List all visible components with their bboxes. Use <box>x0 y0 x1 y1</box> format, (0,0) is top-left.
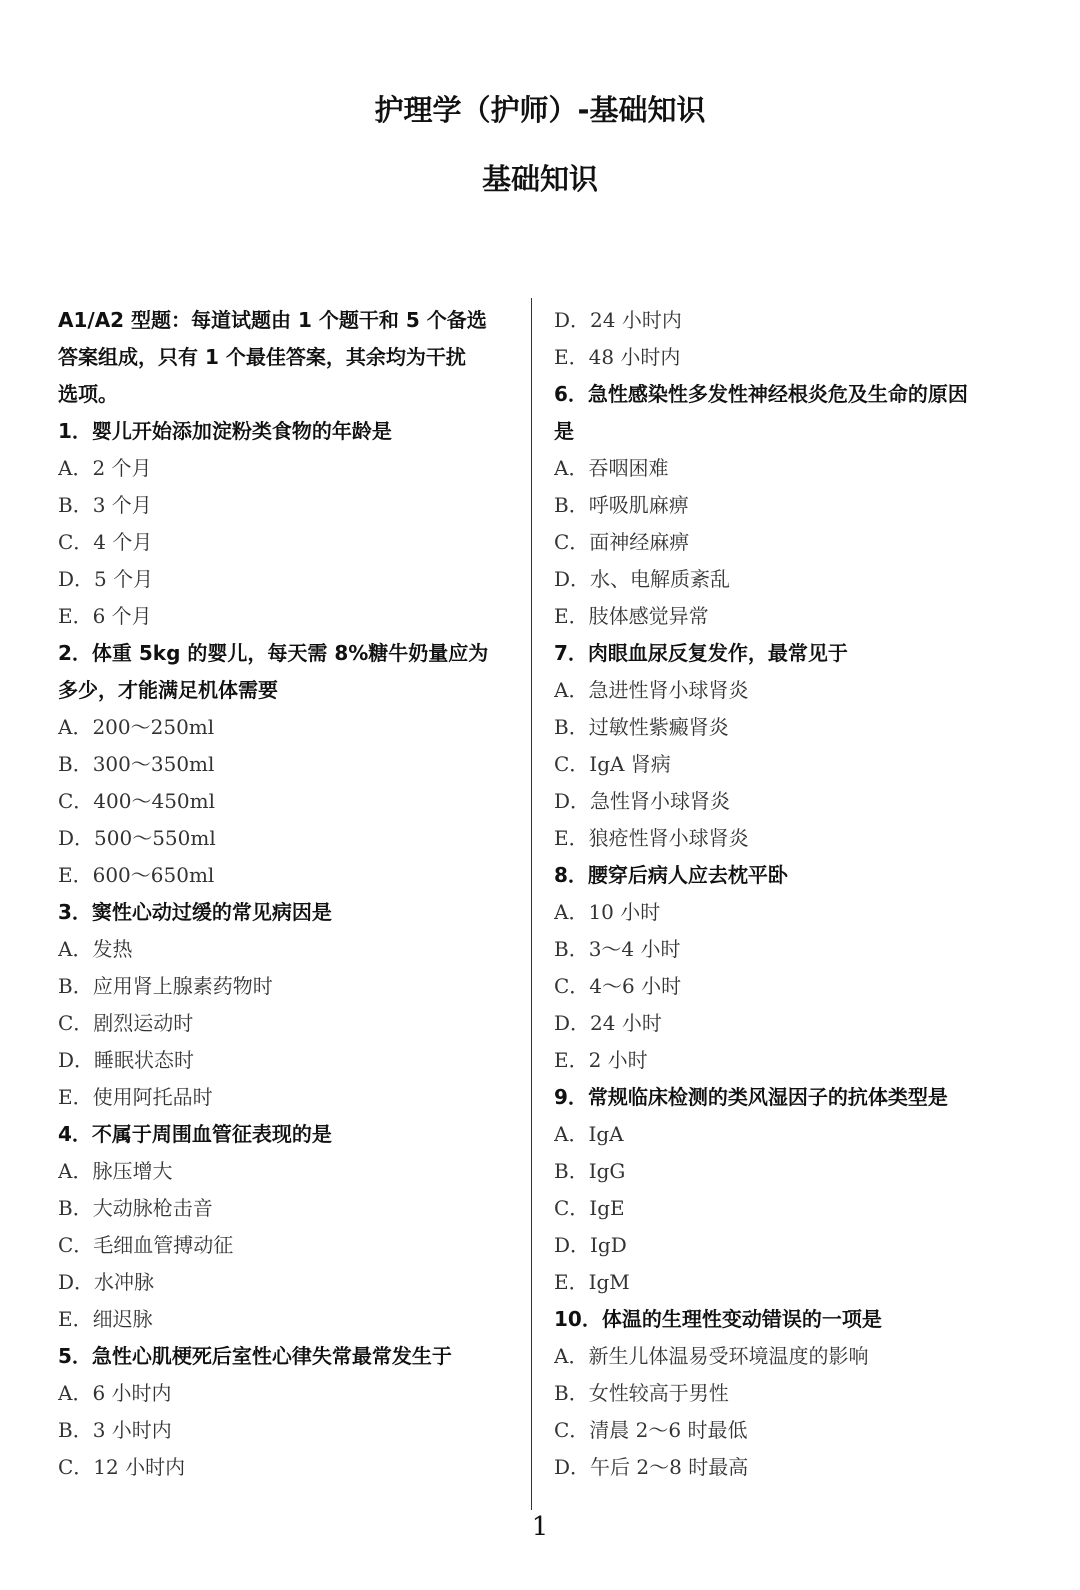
answer-option: B．应用肾上腺素药物时 <box>58 974 273 998</box>
answer-option: B．3 小时内 <box>58 1418 172 1442</box>
answer-option: A．6 小时内 <box>58 1381 172 1405</box>
right-column <box>554 302 1006 1486</box>
answer-option: A．发热 <box>58 937 133 961</box>
answer-option: B．过敏性紫癜肾炎 <box>554 715 729 739</box>
answer-option: D．24 小时 <box>554 1011 662 1035</box>
answer-option: E．狼疮性肾小球肾炎 <box>554 826 749 850</box>
answer-option: A．10 小时 <box>554 900 661 924</box>
answer-option: E．48 小时内 <box>554 345 681 369</box>
answer-option: C．清晨 2～6 时最低 <box>554 1418 748 1442</box>
answer-option: C．400～450ml <box>58 789 216 813</box>
answer-option: A．200～250ml <box>58 715 215 739</box>
answer-option: E．细迟脉 <box>58 1307 153 1331</box>
answer-option: A．2 个月 <box>58 456 152 480</box>
answer-option: B．IgG <box>554 1159 626 1183</box>
question-stem: 4．不属于周围血管征表现的是 <box>58 1122 332 1146</box>
answer-option: C．毛细血管搏动征 <box>58 1233 234 1257</box>
question-stem: 2．体重 5kg 的婴儿，每天需 8%糖牛奶量应为 <box>58 641 489 665</box>
answer-option: D．急性肾小球肾炎 <box>554 789 731 813</box>
answer-option: D．水冲脉 <box>58 1270 155 1294</box>
answer-option: C．12 小时内 <box>58 1455 186 1479</box>
question-stem: 多少，才能满足机体需要 <box>58 678 278 702</box>
answer-option: D．IgD <box>554 1233 627 1257</box>
answer-option: D．24 小时内 <box>554 308 682 332</box>
question-stem: 5．急性心肌梗死后室性心律失常最常发生于 <box>58 1344 452 1368</box>
answer-option: E．使用阿托品时 <box>58 1085 213 1109</box>
answer-option: E．2 小时 <box>554 1048 648 1072</box>
answer-option: D．午后 2～8 时最高 <box>554 1455 749 1479</box>
question-stem: 9．常规临床检测的类风湿因子的抗体类型是 <box>554 1085 948 1109</box>
answer-option: B．300～350ml <box>58 752 215 776</box>
section-title: 基础知识 <box>481 162 598 196</box>
instructions-text: A1/A2 型题：每道试题由 1 个题干和 5 个备选 <box>58 308 487 332</box>
answer-option: A．IgA <box>554 1122 624 1146</box>
question-stem: 10．体温的生理性变动错误的一项是 <box>554 1307 882 1331</box>
page-number: 1 <box>531 1512 549 1542</box>
left-column <box>58 302 510 1486</box>
answer-option: B．呼吸肌麻痹 <box>554 493 689 517</box>
question-stem: 6．急性感染性多发性神经根炎危及生命的原因 <box>554 382 968 406</box>
answer-option: A．急进性肾小球肾炎 <box>554 678 749 702</box>
instructions-text: 选项。 <box>58 382 118 406</box>
answer-option: C．4～6 小时 <box>554 974 682 998</box>
column-divider <box>531 298 532 1510</box>
answer-option: B．大动脉枪击音 <box>58 1196 213 1220</box>
answer-option: C．IgE <box>554 1196 625 1220</box>
page-title: 护理学（护师）-基础知识 <box>374 93 706 127</box>
question-stem: 8．腰穿后病人应去枕平卧 <box>554 863 788 887</box>
answer-option: C．剧烈运动时 <box>58 1011 194 1035</box>
answer-option: B．3～4 小时 <box>554 937 681 961</box>
answer-option: D．5 个月 <box>58 567 154 591</box>
answer-option: A．脉压增大 <box>58 1159 173 1183</box>
answer-option: B．女性较高于男性 <box>554 1381 729 1405</box>
answer-option: A．新生儿体温易受环境温度的影响 <box>554 1344 869 1368</box>
answer-option: E．IgM <box>554 1270 630 1294</box>
answer-option: E．6 个月 <box>58 604 152 628</box>
answer-option: C．4 个月 <box>58 530 153 554</box>
question-stem: 7．肉眼血尿反复发作，最常见于 <box>554 641 848 665</box>
answer-option: D．水、电解质紊乱 <box>554 567 731 591</box>
answer-option: D．500～550ml <box>58 826 216 850</box>
answer-option: C．面神经麻痹 <box>554 530 690 554</box>
question-stem: 3．窦性心动过缓的常见病因是 <box>58 900 332 924</box>
answer-option: B．3 个月 <box>58 493 152 517</box>
question-stem: 1．婴儿开始添加淀粉类食物的年龄是 <box>58 419 392 443</box>
answer-option: A．吞咽困难 <box>554 456 669 480</box>
question-stem: 是 <box>554 419 574 443</box>
answer-option: E．肢体感觉异常 <box>554 604 709 628</box>
answer-option: E．600～650ml <box>58 863 215 887</box>
answer-option: C．IgA 肾病 <box>554 752 671 776</box>
answer-option: D．睡眠状态时 <box>58 1048 195 1072</box>
instructions-text: 答案组成，只有 1 个最佳答案，其余均为干扰 <box>58 345 466 369</box>
